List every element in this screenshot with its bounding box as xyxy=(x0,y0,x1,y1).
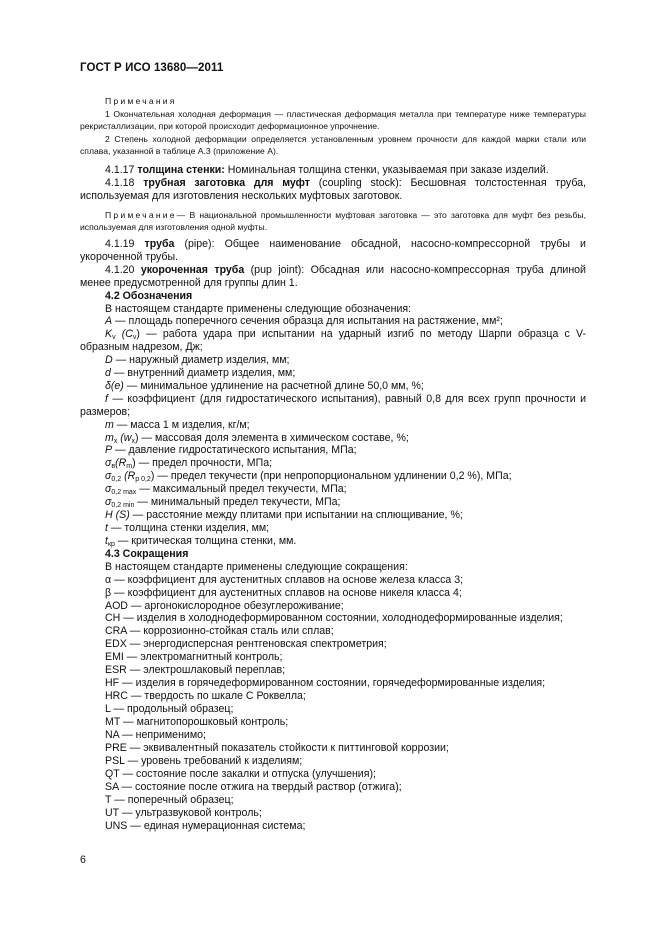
symbol-item xyxy=(80,315,586,328)
term-name: трубная заготовка для муфт xyxy=(143,176,310,189)
symbol-close: ) xyxy=(132,457,136,470)
page-header: ГОСТ Р ИСО 13680—2011 xyxy=(80,62,224,74)
abbreviation-item: SA — состояние после отжига на твердый раствор (отжига); xyxy=(105,780,402,793)
symbol-item xyxy=(80,354,586,367)
note-label: Примечание xyxy=(105,209,177,220)
term-4-1-18 xyxy=(80,177,586,203)
symbol-definition: — критическая толщина стенки, мм. xyxy=(114,534,297,547)
symbol-item xyxy=(80,367,586,380)
note-block-2 xyxy=(80,209,586,234)
abbreviation-item: AOD — аргонокислородное обезуглероживание; xyxy=(105,599,344,612)
symbol-definition: — наружный диаметр изделия, мм; xyxy=(112,354,290,367)
section-4-2-title: 4.2 Обозначения xyxy=(105,289,193,302)
symbol: A xyxy=(105,315,113,328)
term-english: (pup joint): xyxy=(250,263,305,276)
abbreviation-item: UNS — единая нумерационная система; xyxy=(105,819,306,832)
term-number: 4.1.19 xyxy=(105,237,135,250)
symbol-definition: — работа удара при испытании на ударный изгиб по методу Шарпи образца с V-образным надрезом, Дж; xyxy=(80,328,587,354)
symbol-alt-subscript: x xyxy=(131,437,135,445)
symbol-item xyxy=(80,419,586,432)
term-name: толщина стенки: xyxy=(137,163,225,176)
term-4-1-20 xyxy=(80,264,586,290)
term-definition: Общее наименование обсадной, насосно-компрессорной трубы и укороченной трубы. xyxy=(80,237,586,263)
symbol-item xyxy=(80,444,586,457)
abbreviation-item: α — коэффициент для аустенитных сплавов на основе железа класса 3; xyxy=(105,573,464,586)
term-definition: Номинальная толщина стенки, указываемая при заказе изделий. xyxy=(227,163,549,176)
symbol: δ(e) xyxy=(105,379,124,392)
term-name: труба xyxy=(144,237,175,250)
symbol: H (S) xyxy=(105,509,130,521)
symbol: σ xyxy=(105,483,112,496)
symbol-subscript: кр xyxy=(107,540,115,548)
symbol-definition: — минимальное удлинение на расчетной длине 50,0 мм, %; xyxy=(123,379,424,392)
symbol: P xyxy=(105,444,113,457)
symbol-close: ) xyxy=(134,431,139,444)
symbols-list xyxy=(80,315,586,547)
symbol-alt-subscript: v xyxy=(132,334,137,342)
term-english: (coupling stock): xyxy=(318,176,402,189)
page-content xyxy=(80,95,586,833)
symbol-definition: — коэффициент (для гидростатического испытания), равный 0,8 для всех групп прочности и размеров; xyxy=(80,392,586,418)
symbol-item xyxy=(80,496,586,509)
symbol-close: ) xyxy=(136,328,140,341)
symbol-item xyxy=(80,432,586,445)
term-number: 4.1.17 xyxy=(105,163,135,176)
symbol-item xyxy=(80,393,586,419)
note-text: — В национальной промышленности муфтовая заготовка — это заготовка для муфт без резьбы, используемая для изготовления одной муфты. xyxy=(80,209,586,233)
symbol: m xyxy=(105,418,114,431)
term-number: 4.1.20 xyxy=(105,263,135,276)
symbol-subscript: 0,2 max xyxy=(111,489,137,497)
symbol: σ xyxy=(105,470,112,483)
symbol-definition: — максимальный предел текучести, МПа; xyxy=(136,483,347,496)
section-4-3-intro: В настоящем стандарте применены следующие сокращения: xyxy=(105,560,408,573)
symbol-item xyxy=(80,535,586,548)
note-item-2: 2 Степень холодной деформации определяется установленным уровнем прочности для каждой марки стали или сплава, указанной в таблице А.3 (приложение А). xyxy=(80,133,586,157)
symbol-alt: (w xyxy=(117,431,132,444)
symbol-item xyxy=(80,470,586,483)
symbol-definition: — предел текучести (при непропорциональном удлинении 0,2 %), МПа; xyxy=(154,470,512,483)
abbreviation-item: L — продольный образец; xyxy=(105,703,234,716)
abbreviation-item: β — коэффициент для аустенитных сплавов на основе никеля класса 4; xyxy=(105,586,462,599)
symbol-subscript: в xyxy=(111,463,116,471)
symbol-item xyxy=(80,483,586,496)
symbol-alt: (R xyxy=(115,457,127,470)
abbreviation-item: EMI — электромагнитный контроль; xyxy=(105,651,283,664)
abbreviation-item: HRC — твердость по шкале С Роквелла; xyxy=(105,690,306,703)
symbol-alt-subscript: m xyxy=(126,463,133,471)
symbol-definition: — расстояние между плитами при испытании на сплющивание, %; xyxy=(129,509,463,521)
symbol-definition: — площадь поперечного сечения образца для испытания на растяжение, мм²; xyxy=(112,315,503,328)
symbol-definition: — предел прочности, МПа; xyxy=(135,457,273,470)
abbreviation-item: PSL — уровень требований к изделиям; xyxy=(105,754,303,767)
symbol-item xyxy=(80,509,586,522)
symbol: t xyxy=(105,521,108,534)
symbol: t xyxy=(105,534,108,547)
abbreviation-item: PRE — эквивалентный показатель стойкости к питтинговой коррозии; xyxy=(105,742,449,755)
symbol-item xyxy=(80,522,586,535)
symbol-subscript: x xyxy=(113,437,118,445)
page-number: 6 xyxy=(80,854,86,866)
abbreviation-item: CH — изделия в холоднодеформированном состоянии, холоднодеформированные изделия; xyxy=(105,612,563,625)
symbol-definition: — толщина стенки изделия, мм; xyxy=(107,521,270,534)
symbol: D xyxy=(105,354,113,367)
symbol-definition: — масса 1 м изделия, кг/м; xyxy=(113,418,250,431)
symbol-item xyxy=(80,328,586,354)
symbol: f xyxy=(105,392,108,405)
note-item-1: 1 Окончательная холодная деформация — пластическая деформация металла при температуре ниже температуры рекристаллизации, при которой происходит деформационное упрочнение. xyxy=(80,108,586,132)
symbol-subscript: v xyxy=(112,334,116,342)
symbol: σ xyxy=(105,496,112,509)
symbol-close: ) xyxy=(150,470,155,483)
section-4-2-intro: В настоящем стандарте применены следующие обозначения: xyxy=(105,302,412,315)
term-number: 4.1.18 xyxy=(105,176,135,189)
symbol-definition: — массовая доля элемента в химическом составе, %; xyxy=(138,431,409,444)
abbreviation-item: QT — состояние после закалки и отпуска (улучшения); xyxy=(105,767,376,780)
abbreviation-item: NA — неприменимо; xyxy=(105,729,206,742)
symbol-item xyxy=(80,380,586,393)
term-4-1-19 xyxy=(80,238,586,264)
abbreviation-item: MT — магнитопорошковый контроль; xyxy=(105,716,289,729)
abbreviations-list xyxy=(80,574,586,833)
symbol-alt: (R xyxy=(121,470,136,483)
abbreviation-item: CRA — коррозионно-стойкая сталь или сплав; xyxy=(105,625,334,638)
abbreviation-item: HF — изделия в горячедеформированном состоянии, горячедеформированные изделия; xyxy=(105,677,546,690)
symbol: d xyxy=(105,367,111,380)
symbol: σ xyxy=(105,457,112,470)
term-definition: Бесшовная толстостенная труба, используемая для изготовления нескольких муфтовых заготовок. xyxy=(80,176,586,202)
symbol-subscript: 0,2 min xyxy=(111,502,135,510)
abbreviation-item: T — поперечный образец; xyxy=(105,793,234,806)
symbol-subscript: 0,2 xyxy=(111,476,122,484)
symbol: m xyxy=(105,431,114,444)
term-name: укороченная труба xyxy=(140,263,245,276)
notes-title: Примечания xyxy=(105,96,177,106)
notes-block-1 xyxy=(80,95,586,158)
symbol-definition: — минимальный предел текучести, МПа; xyxy=(134,496,341,509)
term-english: (pipe): xyxy=(184,237,215,250)
term-4-1-17 xyxy=(80,164,586,177)
symbol-alt: (C xyxy=(115,328,133,341)
section-4-3-title: 4.3 Сокращения xyxy=(105,547,189,560)
symbol-definition: — давление гидростатического испытания, МПа; xyxy=(112,444,357,457)
abbreviation-item: ESR — электрошлаковый переплав; xyxy=(105,664,286,677)
symbol-alt-subscript: p 0,2 xyxy=(135,476,151,484)
abbreviation-item: EDX — энергодисперсная рентгеновская спектрометрия; xyxy=(105,638,387,651)
term-definition: Обсадная или насосно-компрессорная труба длиной менее предусмотренной для группы длин 1. xyxy=(80,263,586,289)
symbol-definition: — внутренний диаметр изделия, мм; xyxy=(110,367,296,380)
symbol-item xyxy=(80,457,586,470)
symbol: K xyxy=(105,328,113,341)
abbreviation-item: UT — ультразвуковой контроль; xyxy=(105,806,262,819)
